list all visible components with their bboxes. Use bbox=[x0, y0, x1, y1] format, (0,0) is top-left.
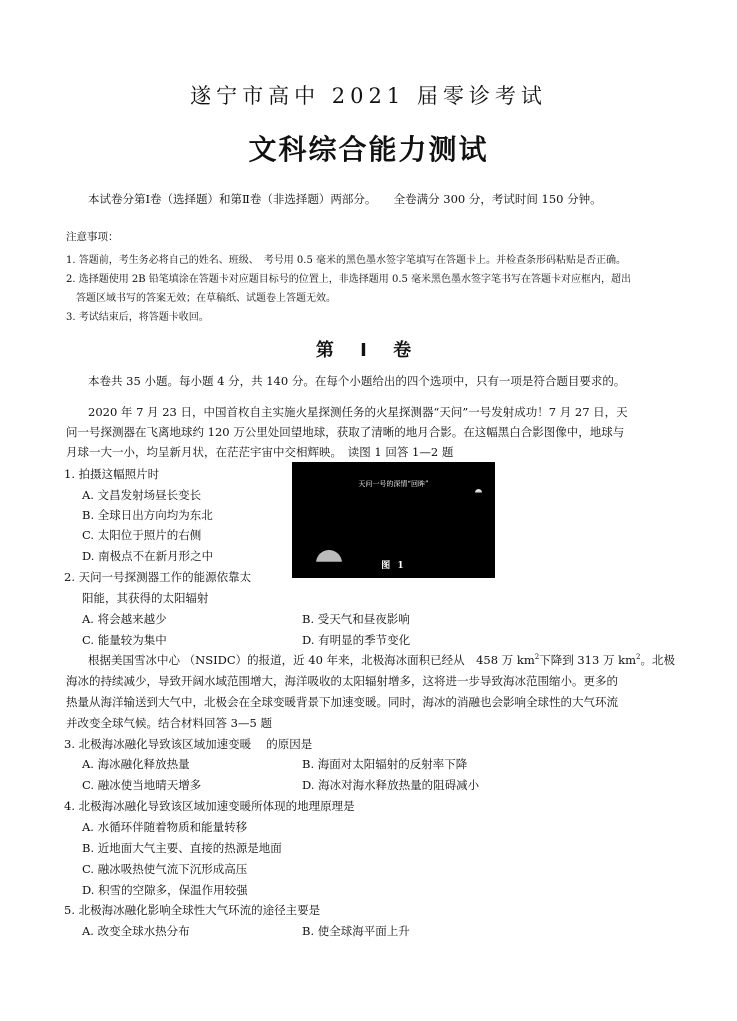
passage2-text-a: 根据美国雪冰中心 （NSIDC）的报道，近 40 年来，北极海冰面积已经从 458 万 km bbox=[88, 653, 535, 667]
passage1-line: 月球一大一小，均呈新月状，在茫茫宇宙中交相辉映。 读图 1 回答 1—2 题 bbox=[66, 445, 454, 459]
unit-superscript: 2 bbox=[534, 653, 540, 662]
notice-item: 2. 选择题使用 2B 铅笔填涂在答题卡对应题目标号的位置上，非选择题用 0.5 毫米黑色墨水签字笔书写在答题卡对应框内，超出 bbox=[66, 274, 632, 285]
q1-option-c: C. 太阳位于照片的右侧 bbox=[82, 528, 202, 542]
passage2-text-c: 。北极 bbox=[640, 653, 675, 667]
passage1-line: 2020 年 7 月 23 日，中国首枚自主实施火星探测任务的火星探测器“天问”一号发射成功！7 月 27 日，天 bbox=[88, 405, 628, 419]
figure-1-photo bbox=[292, 462, 495, 578]
question-2-stem: 2. 天问一号探测器工作的能源依靠太 bbox=[64, 570, 252, 584]
notice-item: 答题区域书写的答案无效；在草稿纸、试题卷上答题无效。 bbox=[66, 293, 336, 304]
earth-crescent-icon bbox=[475, 489, 482, 496]
q2-option-b: B. 受天气和昼夜影响 bbox=[302, 612, 410, 626]
question-3-stem: 3. 北极海冰融化导致该区域加速变暖 的原因是 bbox=[64, 737, 313, 751]
q2-option-c: C. 能量较为集中 bbox=[82, 633, 167, 647]
q1-option-d: D. 南极点不在新月形之中 bbox=[82, 549, 214, 563]
passage1-line: 问一号探测器在飞离地球约 120 万公里处回望地球，获取了清晰的地月合影。在这幅黑白合影图像中，地球与 bbox=[66, 425, 625, 439]
passage2-line: 并改变全球气候。结合材料回答 3—5 题 bbox=[66, 716, 272, 730]
passage2-line: 热量从海洋输送到大气中，北极会在全球变暖背景下加速变暖。同时，海冰的消融也会影响全球性的大气环流 bbox=[66, 695, 618, 709]
question-1-stem: 1. 拍摄这幅照片时 bbox=[64, 467, 160, 481]
question-5-stem: 5. 北极海冰融化影响全球性大气环流的途径主要是 bbox=[64, 903, 321, 917]
q3-option-c: C. 融冰使当地晴天增多 bbox=[82, 778, 202, 792]
figure-label: 图 1 bbox=[381, 561, 406, 571]
q4-option-a: A. 水循环伴随着物质和能量转移 bbox=[82, 820, 248, 834]
q5-option-b: B. 使全球海平面上升 bbox=[302, 924, 410, 938]
section-title: 第 Ⅰ 卷 bbox=[315, 340, 422, 361]
q1-option-a: A. 文昌发射场昼长变长 bbox=[82, 488, 202, 502]
exam-title: 遂宁市高中 2021 届零诊考试 bbox=[190, 84, 547, 108]
passage2-line: 海冰的持续减少，导致开阔水域范围增大，海洋吸收的太阳辐射增多，这将进一步导致海冰范围缩小。更多的 bbox=[66, 674, 618, 688]
q1-option-b: B. 全球日出方向均为东北 bbox=[82, 508, 213, 522]
exam-subtitle: 文科综合能力测试 bbox=[248, 133, 489, 166]
passage2-line-1 bbox=[88, 652, 675, 668]
q3-option-a: A. 海冰融化释放热量 bbox=[82, 757, 190, 771]
q3-option-d: D. 海冰对海水释放热量的阻碍减小 bbox=[302, 778, 480, 792]
q2-option-a: A. 将会越来越少 bbox=[82, 612, 167, 626]
q2-option-d: D. 有明显的季节变化 bbox=[302, 633, 411, 647]
q4-option-c: C. 融冰吸热使气流下沉形成高压 bbox=[82, 862, 248, 876]
figure-caption: 天问一号的深情“回眸” bbox=[358, 480, 429, 488]
q4-option-b: B. 近地面大气主要、直接的热源是地面 bbox=[82, 841, 282, 855]
exam-intro: 本试卷分第Ⅰ卷（选择题）和第Ⅱ卷（非选择题）两部分。 全卷满分 300 分，考试时间 150 分钟。 bbox=[88, 192, 602, 206]
question-2-stem-cont: 阳能，其获得的太阳辐射 bbox=[82, 591, 209, 605]
notice-item: 3. 考试结束后，将答题卡收回。 bbox=[66, 312, 209, 323]
notice-item: 1. 答题前，考生务必将自己的姓名、班级、 考号用 0.5 毫米的黑色墨水签字笔填写在答题卡上。并检查条形码粘贴是否正确。 bbox=[66, 255, 626, 266]
q3-option-b: B. 海面对太阳辐射的反射率下降 bbox=[302, 757, 468, 771]
passage2-text-b: 下降到 313 万 km bbox=[539, 653, 636, 667]
unit-superscript: 2 bbox=[636, 653, 641, 662]
question-4-stem: 4. 北极海冰融化导致该区域加速变暖所体现的地理原理是 bbox=[64, 799, 355, 813]
q5-option-a: A. 改变全球水热分布 bbox=[82, 924, 190, 938]
notice-heading: 注意事项： bbox=[66, 231, 119, 243]
q4-option-d: D. 积雪的空隙多，保温作用较强 bbox=[82, 883, 248, 897]
section-instruction: 本卷共 35 小题。每小题 4 分，共 140 分。在每个小题给出的四个选项中，只有一项是符合题目要求的。 bbox=[88, 374, 626, 388]
